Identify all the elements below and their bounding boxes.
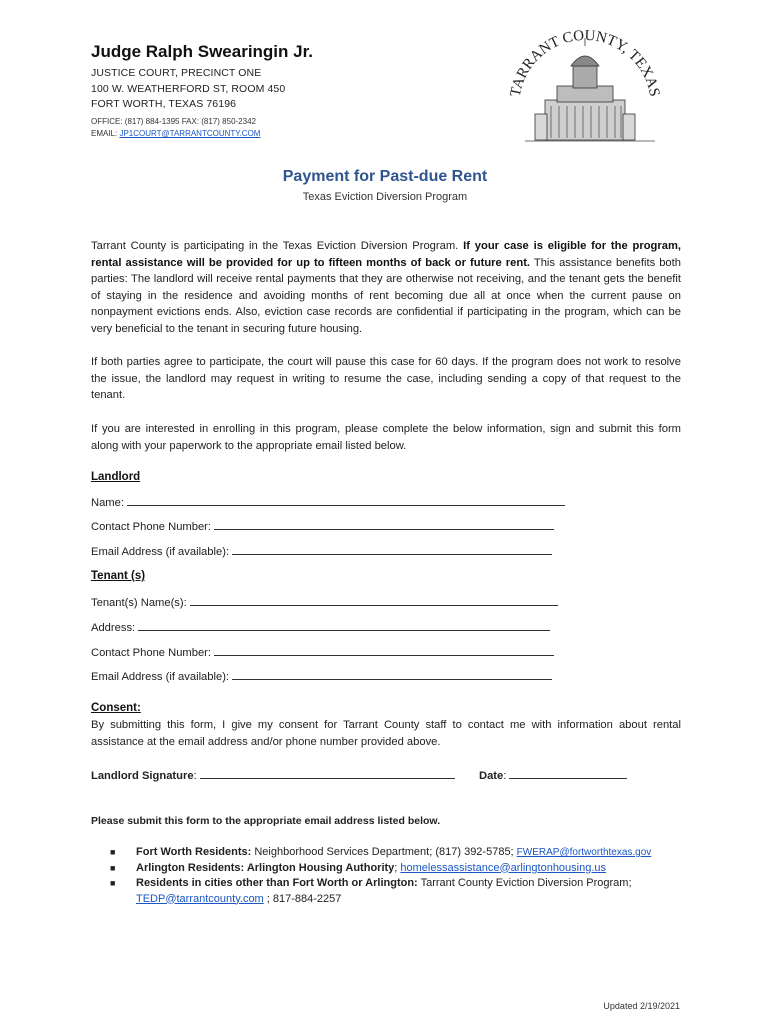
seal-text: TARRANT COUNTY, TEXAS xyxy=(507,28,663,98)
consent-heading: Consent: xyxy=(91,702,141,714)
date-line[interactable] xyxy=(509,767,627,779)
landlord-name-line[interactable] xyxy=(127,494,565,506)
date-colon: : xyxy=(503,770,510,782)
tenant-heading: Tenant (s) xyxy=(91,570,146,582)
intro-text: Tarrant County is participating in the Texas Eviction Diversion Program. xyxy=(91,240,464,252)
contact-email-link[interactable]: homelessassistance@arlingtonhousing.us xyxy=(400,861,607,874)
contact-text: ; xyxy=(394,861,401,874)
contact-phone: ; 817-884-2257 xyxy=(263,892,342,905)
tenant-names-line[interactable] xyxy=(190,594,558,606)
tenant-phone-label: Contact Phone Number: xyxy=(91,647,215,659)
intro-paragraph xyxy=(91,238,681,337)
tenant-email-field[interactable] xyxy=(91,668,552,683)
tenant-email-label: Email Address (if available): xyxy=(91,671,233,683)
landlord-phone-field[interactable] xyxy=(91,518,554,533)
landlord-heading: Landlord xyxy=(91,471,141,483)
consent-text: By submitting this form, I give my consent for Tarrant County staff to contact me with information about rental assistance at the email address and/or phone number provided above. xyxy=(91,719,681,748)
submit-heading: Please submit this form to the appropriate email address listed below. xyxy=(91,815,441,827)
court-email-label: EMAIL: xyxy=(91,129,120,138)
list-item xyxy=(110,876,690,907)
list-item xyxy=(110,861,690,877)
court-city: FORT WORTH, TEXAS 76196 xyxy=(91,98,237,110)
landlord-name-field[interactable] xyxy=(91,494,565,509)
contact-list xyxy=(110,845,690,907)
contact-email-link[interactable]: TEDP@tarrantcounty.com xyxy=(136,892,264,905)
enroll-paragraph: If you are interested in enrolling in this program, please complete the below information, sign and submit this form along with your paperwork to the appropriate email listed below. xyxy=(91,423,681,452)
tenant-email-line[interactable] xyxy=(232,668,552,680)
signature-colon: : xyxy=(193,770,200,782)
tenant-names-field[interactable] xyxy=(91,594,558,609)
tenant-address-field[interactable] xyxy=(91,619,550,634)
court-email-link[interactable]: JP1COURT@TARRANTCOUNTY.COM xyxy=(119,129,261,138)
landlord-email-field[interactable] xyxy=(91,543,552,558)
landlord-phone-line[interactable] xyxy=(214,518,554,530)
list-item xyxy=(110,845,690,861)
bullet-icon: ■ xyxy=(110,862,116,873)
page-subtitle: Texas Eviction Diversion Program xyxy=(302,191,468,203)
updated-date: Updated 2/19/2021 xyxy=(603,1001,680,1011)
contact-label: Fort Worth Residents: xyxy=(136,846,252,858)
intro-rest-text: This assistance benefits both parties: The landlord will receive rental payments that they are otherwise not receiving, and the tenant gets the benefit of staying in the residence and avoiding months of rent becoming due all at once when the current pause on nonpayment evictions ends. Also, eviction case records are confidential if participating in the program, which can be very beneficial to the tenant in securing future housing. xyxy=(91,256,681,335)
court-name: JUSTICE COURT, PRECINCT ONE xyxy=(91,67,262,79)
bullet-icon: ■ xyxy=(110,878,116,888)
tenant-address-line[interactable] xyxy=(138,619,550,631)
court-street: 100 W. WEATHERFORD ST, ROOM 450 xyxy=(91,83,286,95)
signature-label: Landlord Signature xyxy=(91,770,194,782)
pause-paragraph: If both parties agree to participate, the court will pause this case for 60 days. If the program does not work to resolve the issue, the landlord may request in writing to resume the case, including sending a copy of that request to the tenant. xyxy=(91,356,681,401)
contact-email-link[interactable]: FWERAP@fortworthtexas.gov xyxy=(516,847,652,858)
tenant-address-label: Address: xyxy=(91,622,139,634)
judge-name: Judge Ralph Swearingin Jr. xyxy=(91,42,313,61)
signature-row xyxy=(91,767,627,782)
tenant-names-label: Tenant(s) Name(s): xyxy=(91,597,190,609)
court-phones: OFFICE: (817) 884-1395 FAX: (817) 850-2342 xyxy=(91,117,256,126)
contact-text: Neighborhood Services Department; (817) 392-5785; xyxy=(251,846,517,858)
landlord-email-label: Email Address (if available): xyxy=(91,546,233,558)
bullet-icon: ■ xyxy=(110,847,116,857)
court-email-row xyxy=(91,129,260,138)
landlord-phone-label: Contact Phone Number: xyxy=(91,521,215,533)
tenant-phone-line[interactable] xyxy=(214,644,554,656)
date-label: Date xyxy=(479,770,504,782)
landlord-name-label: Name: xyxy=(91,497,128,509)
contact-label: Arlington Residents: Arlington Housing Authority xyxy=(136,861,395,874)
tenant-phone-field[interactable] xyxy=(91,644,554,659)
landlord-email-line[interactable] xyxy=(232,543,552,555)
intro-bold-text: If your case is eligible for the program, rental assistance will be provided for up to fifteen months of back or future rent. xyxy=(91,240,681,269)
contact-text: Tarrant County Eviction Diversion Program; xyxy=(417,877,632,889)
contact-label: Residents in cities other than Fort Worth or Arlington: xyxy=(136,877,418,889)
county-seal xyxy=(505,28,665,148)
page-title: Payment for Past-due Rent xyxy=(282,168,488,185)
signature-line[interactable] xyxy=(200,767,455,779)
